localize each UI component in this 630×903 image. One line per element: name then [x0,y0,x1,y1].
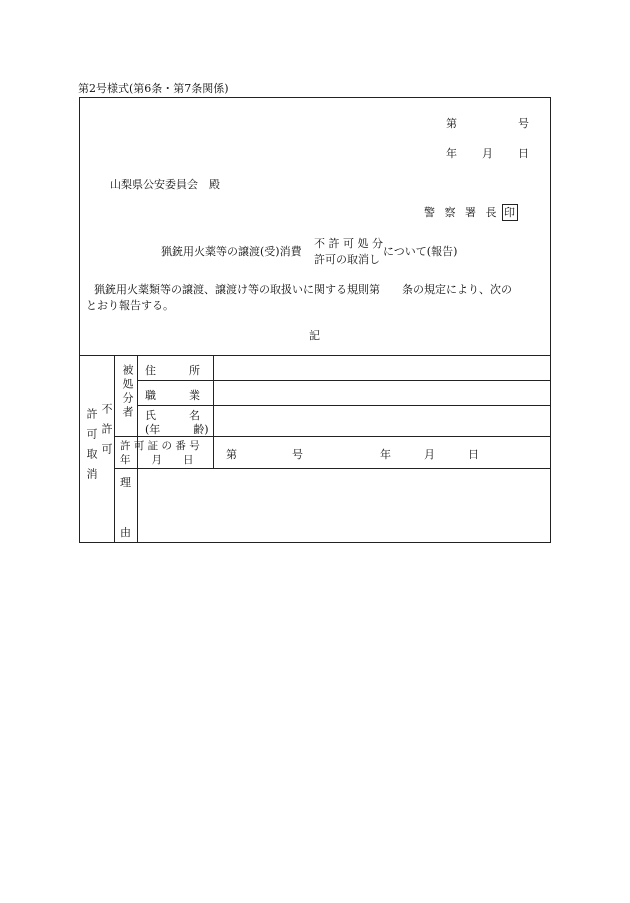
ki-label: 記 [309,329,320,342]
table-row-line-1 [137,380,551,381]
license-label-top: 許 可 証 の 番 号 [120,440,200,452]
occupation-label: 職 業 [145,389,200,402]
form-frame [79,97,551,543]
title-suffix: について(報告) [383,245,458,258]
side-label-kyoka-torikeshi: 許可取消 [85,408,98,488]
name-label: 氏 名 [145,409,200,422]
subject-label: 被処分者 [121,364,134,420]
seal-mark: 印 [502,204,518,221]
license-label-bottom: 年 月 日 [120,454,194,466]
title-option-bottom: 許可の取消し [314,253,380,266]
address-label: 住 所 [145,364,200,377]
license-value: 第 号 年 月 日 [226,448,479,461]
date-month: 月 [482,147,493,160]
reason-label-top: 理 [120,476,131,489]
date-day: 日 [518,147,529,160]
table-row-line-2 [137,405,551,406]
sender-title: 警 察 署 長 [424,206,500,219]
number-dai: 第 [446,117,457,130]
body-text-line2: とおり報告する。 [86,299,174,312]
body-text-line1: 猟銃用火薬類等の譲渡、譲渡け等の取扱いに関する規則第 条の規定により、次の [94,283,512,296]
table-col3-line [213,355,214,468]
title-option-top: 不 許 可 処 分 [314,237,383,250]
number-go: 号 [518,117,529,130]
table-row-line-4 [114,468,551,469]
reason-label-bottom: 由 [120,526,131,539]
sender [424,204,518,221]
addressee: 山梨県公安委員会 殿 [110,178,220,191]
age-label: (年 齢) [145,423,209,436]
side-label-fukyoka: 不許可 [100,403,113,463]
table-top-line [79,355,551,356]
date-year: 年 [446,147,457,160]
title-prefix: 猟銃用火薬等の譲渡(受)消費 [161,245,302,258]
form-label: 第2号様式(第6条・第7条関係) [78,82,229,95]
table-col1-line [114,355,115,543]
